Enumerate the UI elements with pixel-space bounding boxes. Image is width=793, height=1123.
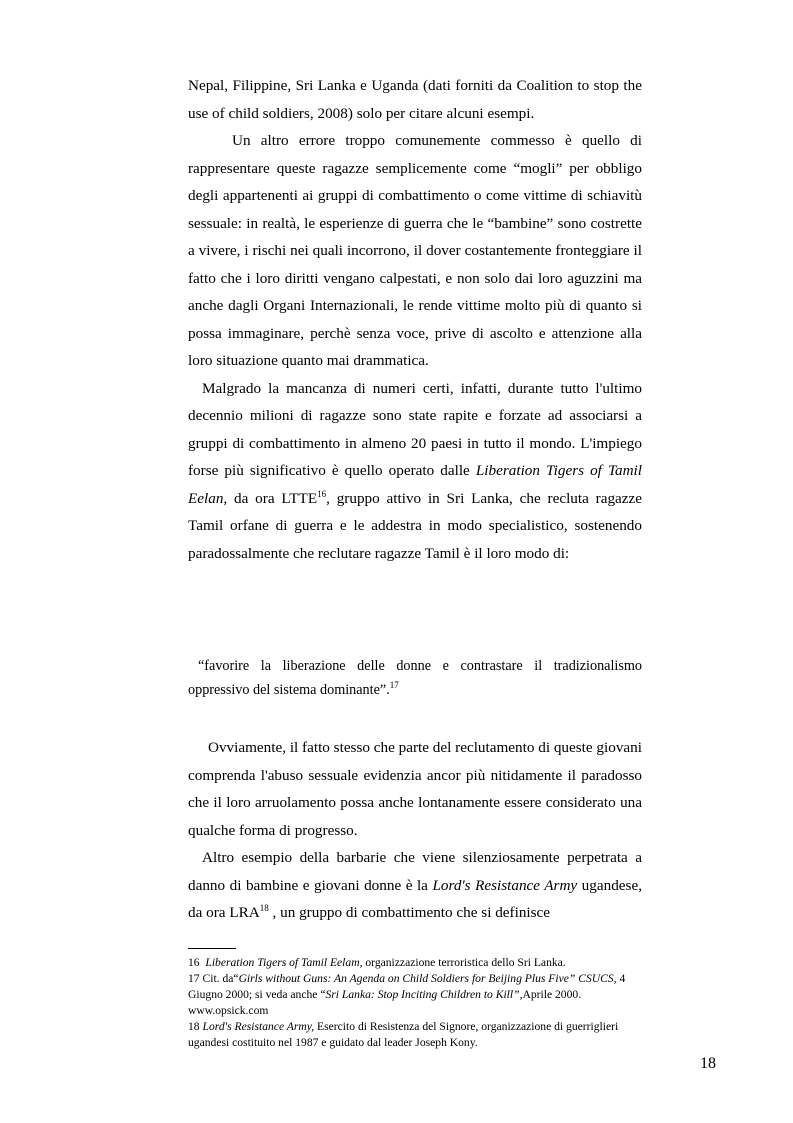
footnote-17-italic-title-2: Sri Lanka: Stop Inciting Children to Kill”,	[325, 988, 523, 1001]
footnote-18-text: Esercito di Resistenza del Signore, organizzazione di guerriglieri ugandesi costituito nel 1987 e guidato dal leader Joseph Kony.	[188, 1020, 619, 1049]
footnote-16-number: 16	[188, 956, 200, 969]
paragraph-5-text-b: ugandese, da ora LRA	[188, 876, 642, 921]
footnote-17-url[interactable]: www.opsick.com	[188, 1004, 269, 1017]
footnote-ref-16[interactable]: 16	[317, 488, 327, 499]
lra-name: Lord's Resistance Army	[432, 876, 578, 894]
main-text-continued	[188, 734, 642, 927]
footnote-16-italic: Liberation Tigers of Tamil Eelam,	[205, 956, 363, 969]
block-quote	[188, 654, 642, 702]
footnote-16-text: organizzazione terroristica dello Sri Lanka.	[362, 956, 566, 969]
paragraph-2: Un altro errore troppo comunemente commesso è quello di rappresentare queste ragazze semplicemente come “mogli” per obbligo degli appartenenti ai gruppi di combattimento o come vittime di schiavitù sessuale: in realtà, le esperienze di guerra che le “bambine” sono costrette a vivere, i rischi nei quali incorrono, il dover costantemente fronteggiare il fatto che i loro diritti vengano calpestati, e non solo dai loro aguzzini ma anche dagli Organi Internazionali, le rende vittime molto più di quanto si possa immaginare, perchè senza voce, prive di ascolto e attenzione alla loro situazione quanto mai drammatica.	[188, 132, 642, 369]
footnote-18	[188, 1019, 642, 1051]
footnote-17-number: 17	[188, 972, 200, 985]
footnote-17	[188, 971, 642, 1019]
footnote-17-prefix: Cit. da“	[199, 972, 239, 985]
page-number: 18	[700, 1055, 716, 1072]
paragraph-3	[188, 375, 642, 568]
footnote-17-italic-title: Girls without Guns: An Agenda on Child Soldiers for Beijing Plus Five” CSUCS,	[238, 972, 617, 985]
ltte-name: Liberation Tigers of Tamil Eelan,	[188, 462, 642, 507]
footnote-ref-18[interactable]: 18	[259, 903, 269, 913]
quote-body: “favorire la liberazione delle donne e contrastare il tradizionalismo oppressivo del sistema dominante”.	[188, 658, 642, 698]
paragraph-5-text-a: Altro esempio della barbarie che viene silenziosamente perpetrata a danno di bambine e giovani donne è la	[188, 849, 642, 894]
footnote-18-number: 18	[188, 1020, 200, 1033]
paragraph-5-text-c: , un gruppo di combattimento che si definisce	[268, 904, 551, 921]
paragraph-4: Ovviamente, il fatto stesso che parte del reclutamento di queste giovani comprenda l'abuso sessuale evidenzia ancor più nitidamente il paradosso che il loro arruolamento possa anche lontanamente essere considerato una qualche forma di progresso.	[188, 739, 642, 839]
footnote-ref-17[interactable]: 17	[389, 680, 399, 690]
paragraph-3-text-b: da ora LTTE	[227, 489, 318, 507]
main-text	[188, 72, 642, 567]
quote-text	[188, 654, 642, 702]
paragraph-3-text-c: , gruppo attivo in Sri Lanka, che recluta ragazze Tamil orfane di guerra e le addestra in modo specialistico, sostenendo paradossalmente che reclutare ragazze Tamil è il loro modo di:	[188, 489, 642, 562]
footnote-18-italic: Lord's Resistance Army,	[202, 1020, 315, 1033]
footnotes	[188, 955, 642, 1051]
footnote-17-middle: 4 Giugno 2000; si veda anche “	[188, 972, 626, 1001]
footnote-17-suffix: Aprile 2000.	[522, 988, 582, 1001]
paragraph-5	[188, 844, 642, 927]
footnote-divider	[188, 948, 236, 949]
footnote-16	[188, 955, 642, 971]
paragraph-1: Nepal, Filippine, Sri Lanka e Uganda (dati forniti da Coalition to stop the use of child soldiers, 2008) solo per citare alcuni esempi.	[188, 77, 642, 122]
paragraph-3-text-a: Malgrado la mancanza di numeri certi, infatti, durante tutto l'ultimo decennio milioni di ragazze sono state rapite e forzate ad associarsi a gruppi di combattimento in almeno 20 paesi in tutto il mondo. L'impiego forse più significativo è quello operato dalle	[188, 379, 642, 479]
